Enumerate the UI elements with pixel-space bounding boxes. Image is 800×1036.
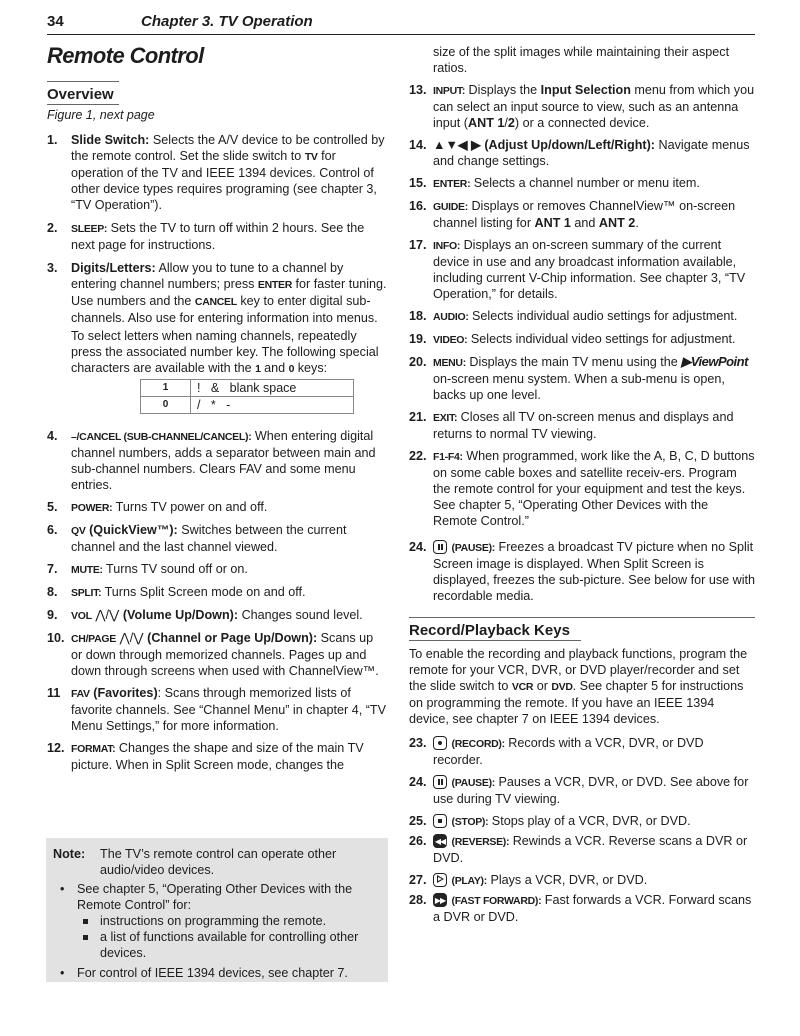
key-label: (PAUSE): (451, 542, 495, 554)
item-text: Navigate menus and change settings. (433, 138, 750, 168)
key-label: INPUT: (433, 85, 466, 97)
list-item (47, 428, 387, 493)
item-text: Selects individual audio settings for adjustment. (472, 309, 738, 323)
key-label: ENTER (257, 279, 293, 291)
table-cell-key: 1 (141, 380, 191, 397)
key-label: 0 (288, 363, 295, 375)
list-item (409, 872, 755, 889)
list-item (47, 607, 387, 624)
item-name: (QuickView™): (89, 523, 178, 537)
key-label: (PAUSE): (451, 777, 495, 789)
list-item (409, 735, 755, 768)
item-text: Scans up or down through memorized channels. Pages up and down through screens when used with ChannelView™. (71, 631, 379, 678)
note-intro (53, 846, 378, 878)
item-text: . (635, 216, 639, 230)
page-number: 34 (47, 13, 64, 30)
stop-icon (433, 814, 447, 828)
item-text: When programmed, work like the A, B, C, D buttons on some cable boxes and satellite receiv-ers. Program the remote control for your equipment and test the keys. See chapter 5, “Operating Other Devices with the Remote Control.” (433, 449, 755, 528)
special-characters-table (140, 379, 354, 414)
list-item (47, 260, 387, 377)
list-item (409, 198, 755, 231)
item-number: 17. (409, 238, 427, 252)
list-item (47, 584, 387, 601)
key-label: MUTE: (71, 564, 103, 576)
item-text: for faster tuning. Use numbers and the (71, 277, 387, 308)
note-bullet: • See chapter 5, “Operating Other Devices with the Remote Control” for: (53, 881, 378, 913)
key-label: GUIDE: (433, 201, 468, 213)
item-number: 6. (47, 523, 58, 537)
key-label: EXIT: (433, 412, 458, 424)
item-text: Records with a VCR, DVR, or DVD recorder. (433, 736, 704, 767)
section-heading-overview: Overview (47, 84, 119, 103)
item-number: 16. (409, 199, 427, 213)
item-number: 10. (47, 631, 65, 645)
item-number: 28. (409, 893, 427, 907)
list-item (47, 561, 387, 578)
list-item (409, 175, 755, 192)
record-icon (433, 736, 447, 750)
table-row (141, 397, 354, 414)
list-item (47, 499, 387, 516)
list-item (409, 82, 755, 131)
item-text: Plays a VCR, DVR, or DVD. (490, 873, 648, 887)
arrow-keys-icon: ▲▼◀ ▶ (433, 138, 481, 152)
key-label: POWER: (71, 502, 113, 514)
note-sub-bullet: a list of functions available for controlling other devices. (53, 929, 378, 961)
key-label: TV (304, 151, 318, 163)
key-label: INFO: (433, 240, 461, 252)
item-number: 14. (409, 138, 427, 152)
key-label: F1-F4: (433, 451, 463, 463)
item-text: Selects individual video settings for adjustment. (470, 332, 736, 346)
item-number: 9. (47, 608, 58, 622)
figure-reference: Figure 1, next page (47, 108, 155, 122)
list-item (47, 630, 387, 679)
item-text: Turns Split Screen mode on and off. (104, 585, 306, 599)
rewind-icon (433, 834, 447, 848)
page-header (47, 14, 755, 35)
antenna-label: 2 (507, 116, 515, 130)
key-label: 1 (255, 363, 261, 375)
item-text: : Scans through memorized lists of favorite channels. See “Channel Menu” in chapter 4, “TV Menu Settings,” for more information. (71, 686, 387, 733)
note-box (46, 838, 388, 982)
item-text: Displays or removes ChannelView™ on-screen channel listing for (433, 199, 736, 230)
note-bullet: • For control of IEEE 1394 devices, see chapter 7. (53, 965, 378, 981)
antenna-label: ANT 2 (598, 216, 636, 230)
note-sub-bullet: instructions on programming the remote. (53, 913, 378, 929)
viewpoint-logo-text: ViewPoint (690, 354, 748, 369)
item-text: Closes all TV on-screen menus and displays and returns to normal TV viewing. (433, 410, 734, 441)
item-text: Fast forwards a VCR. Forward scans a DVR or DVD. (433, 893, 752, 924)
key-label: QV (71, 525, 86, 537)
item-text: Freezes a broadcast TV picture when no Split Screen image is displayed. When Split Screen is displayed, freezes the sub-picture. See below for use with recordable media. (433, 540, 756, 603)
item-text: menu from which you can select an input source to view, such as an antenna input ( (433, 83, 755, 130)
item-text: Rewinds a VCR. Reverse scans a DVR or DVD. (433, 834, 748, 865)
viewpoint-logo: ▶ViewPoint (681, 354, 748, 369)
play-icon (433, 873, 447, 887)
item-text: ) or a connected device. (514, 116, 650, 130)
key-label: CANCEL (194, 296, 237, 308)
item-text: Changes sound level. (241, 608, 363, 622)
page-title: Remote Control (47, 43, 204, 68)
item-number: 20. (409, 355, 427, 369)
item-text: Allow you to tune to a channel by entering channel numbers; press (71, 261, 344, 291)
note-label: Note: (53, 847, 86, 861)
item-number: 2. (47, 221, 58, 235)
item-number: 24. (409, 540, 427, 554)
item-name: Slide Switch: (71, 133, 150, 147)
item-text: and (574, 216, 596, 230)
key-label: DVD (551, 681, 573, 693)
note-text: The TV’s remote control can operate other audio/video devices. (100, 847, 337, 877)
item-number: 11 (47, 686, 61, 700)
fast-forward-icon (433, 893, 447, 907)
item-text: Displays an on-screen summary of the current device in use and any broadcast information available, including current V-Chip information. See chapter 3, “TV Operation,” for details. (433, 238, 746, 301)
key-label: (STOP): (451, 816, 489, 828)
up-down-arrows-icon: ⋀/⋁ (95, 608, 120, 622)
list-item (47, 740, 387, 773)
key-label: SLEEP: (71, 223, 108, 235)
item-text: Stops play of a VCR, DVR, or DVD. (491, 814, 691, 828)
item-number: 22. (409, 449, 427, 463)
item-text: To enable the recording and playback functions, program the remote for your VCR, DVR, or DVD player/recorder and set the slide switch to (409, 647, 748, 693)
item-text: Sets the TV to turn off within 2 hours. See the next page for instructions. (71, 221, 365, 252)
table-row (141, 380, 354, 397)
list-item (409, 137, 755, 169)
key-label: VOL (71, 610, 92, 622)
item-name: (Channel or Page Up/Down): (147, 631, 318, 645)
table-cell-chars: ! & blank space (191, 380, 354, 397)
item-text: for operation of the TV and IEEE 1394 devices. Control of other device types requires programing (see chapter 3, “TV Operation”). (71, 149, 377, 212)
item-number: 1. (47, 133, 58, 147)
item-paragraph (71, 328, 387, 377)
key-label: (RECORD): (451, 738, 505, 750)
item-name: (Adjust Up/down/Left/Right): (484, 138, 655, 152)
item-number: 27. (409, 873, 427, 887)
item-text: Selects the A/V device to be controlled by the remote control. Set the slide switch to (71, 133, 385, 163)
item-number: 3. (47, 261, 58, 275)
item-name: (Favorites) (93, 686, 158, 700)
list-item (47, 522, 387, 555)
section-heading-record-playback: Record/Playback Keys (409, 620, 755, 639)
item-text: key to enter digital sub-channels. Also use for entering information into menus. (71, 294, 378, 325)
item-name: Digits/Letters: (71, 261, 156, 275)
key-label: AUDIO: (433, 311, 469, 323)
key-label: VIDEO: (433, 334, 468, 346)
item-number: 4. (47, 429, 58, 443)
pause-icon (433, 540, 447, 554)
item-text: Turns TV power on and off. (115, 500, 268, 514)
list-item (409, 308, 755, 325)
item-number: 25. (409, 814, 427, 828)
item-text: Changes the shape and size of the main TV picture. When in Split Screen mode, changes the (71, 741, 364, 772)
item-name: (Volume Up/Down): (122, 608, 239, 622)
item-text: To select letters when naming channels, repeatedly press the associated number key. The following special characters are available with the (71, 329, 379, 375)
list-item (409, 354, 755, 403)
key-label: –/CANCEL (SUB-CHANNEL/CANCEL): (71, 431, 252, 443)
key-label: ENTER: (433, 178, 471, 190)
item-text: . See chapter 5 for instructions on programming the remote. If you have an IEEE 1394 device, see chapter 7 on IEEE 1394 devices. (409, 679, 744, 726)
item-number: 24. (409, 775, 427, 789)
key-label: MENU: (433, 357, 466, 369)
item-name: Input Selection (540, 83, 631, 97)
antenna-label: ANT 1 (468, 116, 505, 130)
list-item (409, 331, 755, 348)
list-item (47, 220, 387, 253)
item-text: When entering digital channel numbers, adds a separator between main and sub-channel numbers. Clears FAV and some menu entries. (71, 429, 376, 492)
list-item (409, 448, 755, 529)
list-item (409, 892, 755, 925)
left-column (47, 132, 387, 773)
key-label: VCR (511, 681, 534, 693)
key-label: CH/PAGE (71, 633, 116, 645)
item-text: and (264, 361, 286, 375)
key-label: FAV (71, 688, 90, 700)
item-text: Switches between the current channel and the last channel viewed. (71, 523, 347, 554)
list-item (409, 539, 755, 604)
item-text: Turns TV sound off or on. (106, 562, 248, 576)
item-number: 18. (409, 309, 427, 323)
item-number: 8. (47, 585, 58, 599)
item-number: 23. (409, 736, 427, 750)
item-number: 13. (409, 83, 427, 97)
right-column (409, 44, 755, 604)
chapter-title: Chapter 3. TV Operation (141, 13, 313, 30)
key-label: (FAST FORWARD): (451, 895, 542, 907)
key-label: FORMAT: (71, 743, 116, 755)
list-item (409, 237, 755, 302)
item-number: 7. (47, 562, 58, 576)
item-number: 21. (409, 410, 427, 424)
list-item (409, 813, 755, 830)
item-continuation: size of the split images while maintaining their aspect ratios. (433, 45, 730, 75)
item-text: Pauses a VCR, DVR, or DVD. See above for use during TV viewing. (433, 775, 749, 806)
item-text: / (504, 116, 508, 130)
item-number: 12. (47, 741, 65, 755)
pause-icon (433, 775, 447, 789)
list-item (409, 833, 755, 866)
table-cell-chars: / * - (191, 397, 354, 414)
item-number: 15. (409, 176, 427, 190)
item-text: keys: (297, 361, 328, 375)
key-label: (REVERSE): (451, 836, 510, 848)
record-section (409, 646, 755, 925)
list-item (409, 774, 755, 807)
key-label: (PLAY): (451, 875, 487, 887)
list-item (47, 685, 387, 734)
item-text: Displays the main TV menu using the (469, 355, 678, 369)
table-cell-key: 0 (141, 397, 191, 414)
antenna-label: ANT 1 (534, 216, 571, 230)
item-text: or (536, 679, 548, 693)
item-text: Displays the (468, 83, 538, 97)
item-text: on-screen menu system. When a sub-menu is open, backs up one level. (433, 372, 725, 402)
key-label: SPLIT: (71, 587, 102, 599)
item-number: 26. (409, 834, 427, 848)
item-number: 19. (409, 332, 427, 346)
up-down-arrows-icon: ⋀/⋁ (119, 631, 144, 645)
list-item (409, 409, 755, 442)
record-intro (409, 646, 755, 727)
item-text: Selects a channel number or menu item. (473, 176, 700, 190)
item-number: 5. (47, 500, 58, 514)
list-item (47, 132, 387, 213)
